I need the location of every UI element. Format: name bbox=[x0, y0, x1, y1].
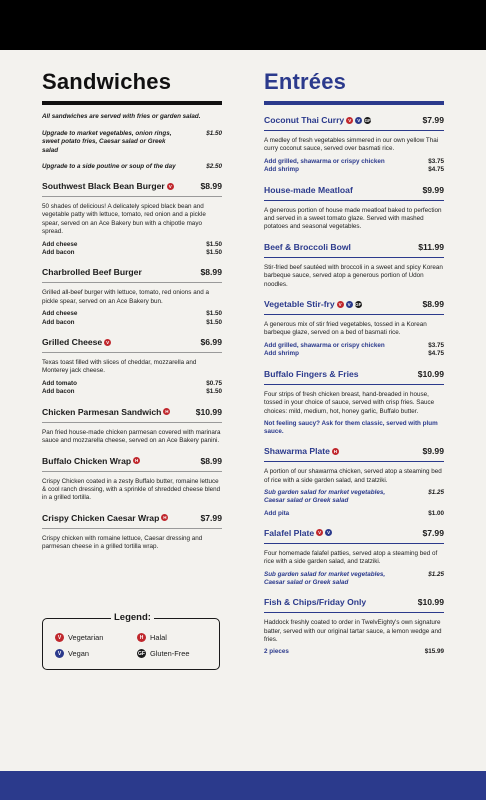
addon-label: Add cheese bbox=[42, 310, 78, 318]
menu-item-name bbox=[42, 267, 142, 277]
legend-item bbox=[137, 633, 217, 642]
menu-item-divider bbox=[264, 612, 444, 613]
addon-price: $4.75 bbox=[428, 350, 444, 358]
addon-price: $1.50 bbox=[206, 249, 222, 257]
menu-item-description: A generous portion of house made meatloaf baked to perfection and served in a sweet tomato glaze. Served with mashed potatoes and seasonal vegetables. bbox=[264, 206, 442, 231]
menu-item-price: $8.99 bbox=[422, 299, 444, 310]
entrees-title: Entrées bbox=[264, 69, 347, 94]
legend-item bbox=[55, 633, 137, 642]
menu-item-header bbox=[264, 185, 444, 195]
addon-row bbox=[264, 166, 444, 174]
legend-label: Vegetarian bbox=[68, 633, 104, 642]
menu-item-price: $9.99 bbox=[422, 446, 444, 457]
legend-label: Vegan bbox=[68, 649, 89, 658]
addon-list bbox=[264, 158, 444, 175]
menu-item-header bbox=[42, 456, 222, 466]
menu-item-title: House-made Meatloaf bbox=[264, 184, 353, 195]
addon-row bbox=[264, 342, 444, 350]
addon-label: Add bacon bbox=[42, 318, 75, 326]
substitution-row bbox=[264, 571, 444, 587]
menu-item-title: Shawarma Plate bbox=[264, 446, 330, 457]
substitution-text: Sub garden salad for market vegetables, Caesar salad or Greek salad bbox=[264, 570, 386, 586]
addon-list bbox=[264, 648, 444, 656]
menu-item-header bbox=[42, 337, 222, 347]
halal-icon: H bbox=[137, 633, 146, 642]
menu-item-name bbox=[264, 115, 371, 125]
addon-label: Add bacon bbox=[42, 249, 75, 257]
menu-item-price: $7.99 bbox=[200, 512, 222, 523]
top-banner bbox=[0, 0, 486, 50]
menu-item-name bbox=[264, 446, 339, 456]
menu-item-header bbox=[264, 528, 444, 538]
menu-item-title: Buffalo Chicken Wrap bbox=[42, 455, 132, 466]
vegan-icon: V bbox=[327, 530, 331, 536]
addon-price: $3.75 bbox=[428, 157, 444, 165]
vegetarian-icon: V bbox=[338, 301, 342, 307]
menu-item-title: Coconut Thai Curry bbox=[264, 115, 345, 125]
vegetarian-icon: V bbox=[348, 117, 352, 123]
menu-item-header bbox=[264, 242, 444, 252]
addon-list bbox=[264, 510, 444, 518]
vegetarian-icon: V bbox=[318, 530, 322, 536]
menu-item-header bbox=[264, 115, 444, 125]
menu-item-divider bbox=[264, 130, 444, 131]
halal-icon: H bbox=[165, 409, 169, 415]
gluten-free-icon: GF bbox=[355, 301, 362, 307]
menu-item-price: $8.99 bbox=[200, 267, 222, 278]
addon-list bbox=[42, 310, 222, 327]
menu-item-description: Four homemade falafel patties, served atop a steaming bed of rice with a side garden salad, and tzatziki. bbox=[264, 549, 438, 566]
menu-item-description: Texas toast filled with slices of cheddar, mozzarella and Monterey jack cheese. bbox=[42, 359, 197, 375]
halal-icon: H bbox=[163, 515, 167, 521]
addon-price: $1.50 bbox=[206, 310, 222, 318]
menu-item-name bbox=[42, 407, 170, 417]
menu-item-description: Haddock freshly coated to order in TwelvEighty's own signature batter, served with our original tartar sauce, a lemon wedge and fries. bbox=[264, 619, 442, 643]
menu-item-description: A medley of fresh vegetables simmered in our own yellow Thai curry coconut sauce, served over basmati rice. bbox=[264, 137, 439, 153]
menu-item-divider bbox=[42, 352, 222, 353]
menu-item-title: Crispy Chicken Caesar Wrap bbox=[42, 512, 160, 523]
addon-price: $1.50 bbox=[206, 388, 222, 396]
menu-item-description: Crispy chicken with romaine lettuce, Caesar dressing and parmesan cheese in a grilled tortilla wrap. bbox=[42, 534, 203, 551]
addon-row bbox=[264, 350, 444, 358]
menu-item-header bbox=[42, 181, 222, 191]
addon-label: Add shrimp bbox=[264, 166, 299, 174]
addon-label: Add grilled, shawarma or crispy chicken bbox=[264, 341, 385, 349]
menu-item-name bbox=[264, 597, 366, 607]
menu-item-header bbox=[264, 597, 444, 607]
addon-label: Add tomato bbox=[42, 379, 77, 387]
menu-item-name bbox=[264, 369, 359, 379]
sandwich-list bbox=[42, 181, 222, 552]
addon-label: 2 pieces bbox=[264, 648, 289, 656]
menu-item-title: Southwest Black Bean Burger bbox=[42, 181, 165, 192]
entree-list bbox=[264, 115, 444, 657]
upgrade-text: Upgrade to market vegetables, onion rings, sweet potato fries, Caesar salad or Greek salad bbox=[42, 130, 172, 154]
menu-item-name bbox=[264, 299, 362, 309]
legend-item bbox=[55, 649, 137, 658]
substitution-row bbox=[264, 489, 444, 505]
addon-list bbox=[42, 380, 222, 397]
vegan-icon: V bbox=[347, 301, 351, 307]
menu-item-price: $8.99 bbox=[200, 455, 222, 466]
addon-row bbox=[42, 310, 222, 318]
menu-item-name bbox=[264, 185, 353, 195]
substitution-text: Sub garden salad for market vegetables, Caesar salad or Greek salad bbox=[264, 489, 386, 505]
menu-item-divider bbox=[42, 471, 222, 472]
menu-item-description: Four strips of fresh chicken breast, hand-breaded in house, tossed in your choice of sauce, served with crisp fries. Sauce choices: mild, medium, hot, honey garlic, Buffalo butter. bbox=[264, 390, 435, 415]
bottom-banner bbox=[0, 771, 486, 800]
addon-list bbox=[264, 342, 444, 359]
substitution-price: $1.25 bbox=[428, 489, 444, 497]
menu-item-divider bbox=[264, 461, 444, 462]
upgrade-text: Upgrade to a side poutine or soup of the day bbox=[42, 162, 176, 170]
menu-item-header bbox=[42, 513, 222, 523]
addon-label: Add cheese bbox=[42, 240, 78, 248]
menu-item-title: Beef & Broccoli Bowl bbox=[264, 241, 351, 252]
addon-row bbox=[42, 380, 222, 388]
gluten-free-icon: GF bbox=[138, 650, 145, 657]
upgrade-price: $1.50 bbox=[206, 130, 222, 138]
sandwiches-title: Sandwiches bbox=[42, 69, 172, 94]
upgrade-price: $2.50 bbox=[206, 162, 222, 170]
menu-item-divider bbox=[42, 422, 222, 423]
menu-item-name bbox=[42, 456, 140, 466]
menu-item-title: Charbrolled Beef Burger bbox=[42, 267, 142, 278]
menu-item-note: Not feeling saucy? Ask for them classic, served with plum sauce. bbox=[264, 419, 438, 436]
addon-list bbox=[42, 241, 222, 258]
menu-item-description: A generous mix of stir fried vegetables, tossed in a Korean barbeque glaze, served on a bed of basmati rice. bbox=[264, 321, 427, 337]
vegan-icon: V bbox=[55, 649, 64, 658]
menu-item-header bbox=[264, 299, 444, 309]
addon-row bbox=[264, 510, 444, 518]
menu-item-divider bbox=[264, 200, 444, 201]
menu-item-divider bbox=[42, 528, 222, 529]
vegan-icon: V bbox=[357, 117, 361, 123]
menu-item-price: $7.99 bbox=[422, 115, 444, 125]
addon-row bbox=[264, 158, 444, 166]
menu-item-description: Grilled all-beef burger with lettuce, tomato, red onions and a pickle spear, served on an Ace Bakery bun. bbox=[42, 289, 209, 305]
menu-item-header bbox=[264, 369, 444, 379]
sandwiches-column bbox=[42, 68, 222, 552]
menu-item-divider bbox=[42, 196, 222, 197]
menu-item-name bbox=[264, 528, 332, 538]
menu-item-description: A portion of our shawarma chicken, served atop a steaming bed of rice with a side garden salad, and tzatziki. bbox=[264, 468, 442, 484]
addon-price: $15.99 bbox=[424, 648, 444, 656]
sandwiches-intro: All sandwiches are served with fries or garden salad. bbox=[42, 113, 201, 120]
menu-item-price: $8.99 bbox=[200, 181, 222, 192]
menu-item-title: Buffalo Fingers & Fries bbox=[264, 368, 359, 379]
gluten-free-icon: GF bbox=[364, 117, 371, 123]
menu-item-price: $10.99 bbox=[417, 368, 444, 379]
menu-item-description: Stir-fried beef sautéed with broccoli in a sweet and spicy Korean barbeque sauce, served atop a generous portion of Udon noodles. bbox=[264, 263, 443, 288]
addon-price: $0.75 bbox=[206, 379, 222, 387]
entrees-rule bbox=[264, 101, 444, 105]
legend-label: Halal bbox=[150, 633, 167, 642]
upgrade-row bbox=[42, 163, 222, 171]
addon-row bbox=[42, 241, 222, 249]
addon-label: Add bacon bbox=[42, 388, 75, 396]
menu-item-description: Crispy Chicken coated in a zesty Buffalo butter, romaine lettuce & cool ranch dressing, with a sprinkle of shredded cheese blend in a grilled tortilla. bbox=[42, 477, 221, 502]
menu-item-name bbox=[42, 181, 174, 191]
menu-item-title: Falafel Plate bbox=[264, 527, 315, 538]
menu-item-price: $7.99 bbox=[422, 527, 444, 538]
sandwiches-rule bbox=[42, 101, 222, 105]
legend-grid bbox=[55, 633, 217, 658]
menu-item-divider bbox=[264, 257, 444, 258]
legend-title: Legend: bbox=[111, 612, 154, 623]
menu-item-title: Grilled Cheese bbox=[42, 337, 103, 348]
addon-price: $1.50 bbox=[206, 318, 222, 326]
halal-icon: H bbox=[333, 448, 338, 454]
menu-item-price: $9.99 bbox=[422, 184, 444, 195]
menu-item-price: $11.99 bbox=[418, 241, 444, 252]
menu-item-divider bbox=[264, 384, 444, 385]
legend-item bbox=[137, 649, 217, 658]
menu-item-price: $6.99 bbox=[200, 337, 222, 348]
addon-row bbox=[42, 319, 222, 327]
vegetarian-icon: V bbox=[168, 183, 172, 189]
menu-item-description: 50 shades of delicious! A delicately spiced black bean and vegetable patty with lettuce, tomato, red onion and a pickle spear, served on an Ace Bakery bun with a chipotle mayo spread. bbox=[42, 203, 206, 236]
addon-label: Add grilled, shawarma or crispy chicken bbox=[264, 157, 385, 165]
menu-item-price: $10.99 bbox=[417, 597, 444, 608]
menu-item-divider bbox=[42, 282, 222, 283]
menu-item-name bbox=[42, 513, 168, 523]
menu-item-header bbox=[42, 267, 222, 277]
addon-price: $1.00 bbox=[428, 509, 444, 517]
substitution-price: $1.25 bbox=[428, 570, 444, 578]
menu-item-divider bbox=[264, 543, 444, 544]
menu-item-name bbox=[42, 337, 111, 347]
menu-item-name bbox=[264, 242, 351, 252]
addon-label: Add pita bbox=[264, 509, 290, 517]
addon-row bbox=[42, 388, 222, 396]
menu-item-title: Vegetable Stir-fry bbox=[264, 299, 335, 310]
addon-price: $3.75 bbox=[428, 341, 444, 349]
menu-item-header bbox=[264, 446, 444, 456]
entrees-column bbox=[264, 68, 444, 657]
menu-item-price: $10.99 bbox=[195, 406, 222, 417]
addon-row bbox=[264, 648, 444, 656]
vegetarian-icon: V bbox=[55, 633, 64, 642]
addon-row bbox=[42, 249, 222, 257]
legend-label: Gluten-Free bbox=[150, 649, 190, 658]
vegetarian-icon: V bbox=[106, 339, 110, 345]
menu-item-header bbox=[42, 407, 222, 417]
menu-item-divider bbox=[264, 314, 444, 315]
addon-price: $4.75 bbox=[428, 166, 444, 174]
halal-icon: H bbox=[135, 458, 139, 464]
addon-price: $1.50 bbox=[206, 240, 222, 248]
upgrade-row bbox=[42, 130, 222, 155]
addon-label: Add shrimp bbox=[264, 350, 299, 358]
menu-item-title: Chicken Parmesan Sandwich bbox=[42, 406, 162, 417]
legend-box bbox=[42, 612, 220, 670]
menu-item-description: Pan fried house-made chicken parmesan covered with marinara sauce and mozzarella cheese, served on an Ace Bakery panini. bbox=[42, 428, 221, 445]
menu-item-title: Fish & Chips/Friday Only bbox=[264, 597, 367, 608]
